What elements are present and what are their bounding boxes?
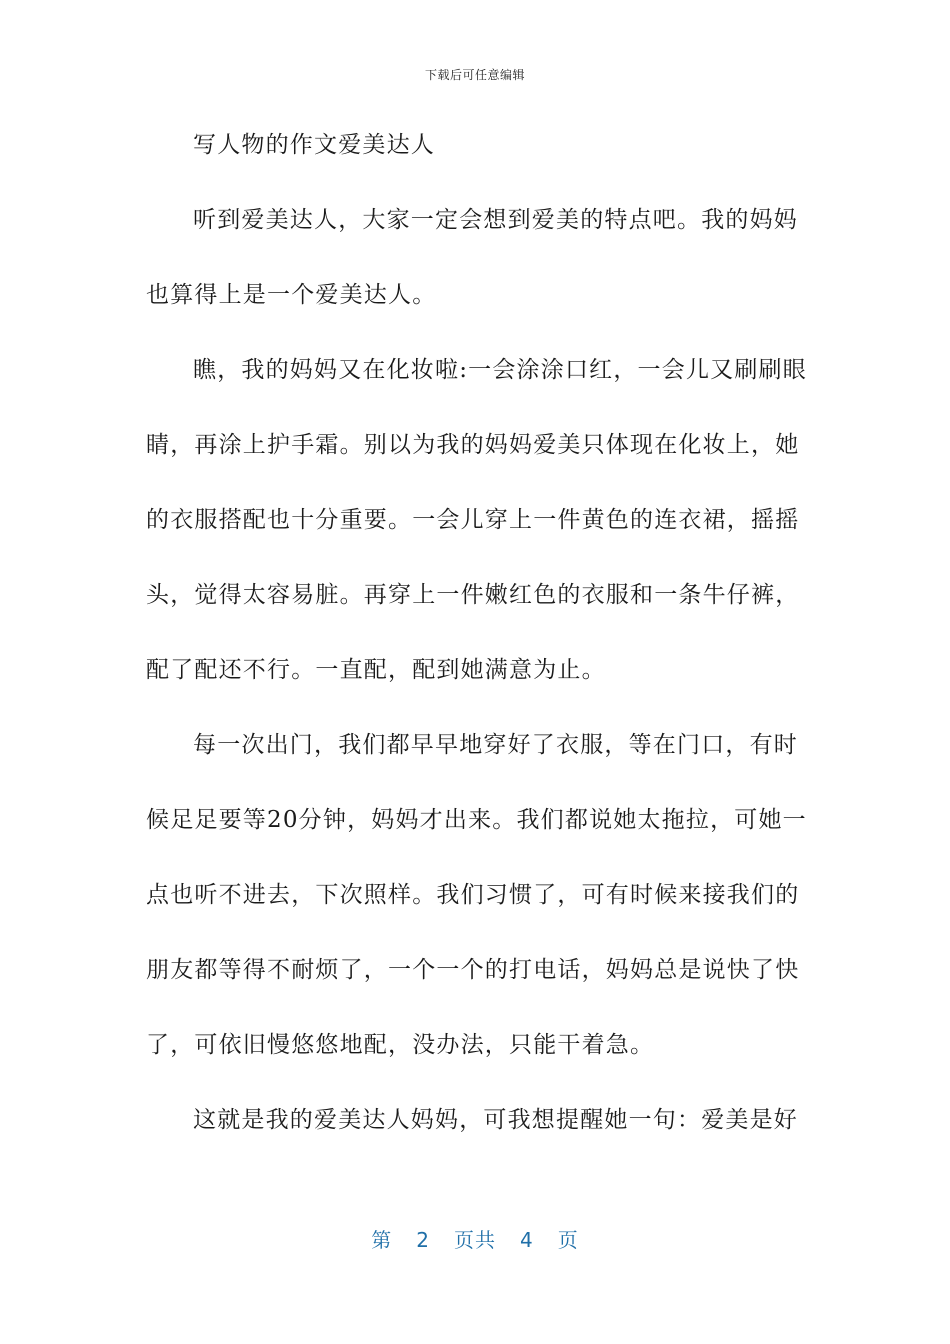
- document-body: [146, 120, 806, 1170]
- paragraph-line: 的衣服搭配也十分重要。一会儿穿上一件黄色的连衣裙，摇摇: [146, 507, 800, 533]
- page-suffix: 页: [557, 1228, 579, 1252]
- current-page-number: 2: [416, 1228, 430, 1252]
- page-number-footer: [0, 1224, 950, 1253]
- document-title: 写人物的作文爱美达人: [193, 132, 435, 158]
- paragraph-line: 也算得上是一个爱美达人。: [146, 282, 437, 308]
- paragraph-line: 每一次出门，我们都早早地穿好了衣服，等在门口，有时: [193, 732, 798, 758]
- page-mid: 页共: [454, 1228, 496, 1252]
- paragraph-line: 候足足要等20分钟，妈妈才出来。我们都说她太拖拉，可她一: [146, 807, 807, 833]
- total-pages-number: 4: [520, 1228, 534, 1252]
- paragraph-line: 瞧，我的妈妈又在化妆啦:一会涂涂口红，一会儿又刷刷眼: [193, 357, 807, 383]
- paragraph-line: 听到爱美达人，大家一定会想到爱美的特点吧。我的妈妈: [193, 207, 798, 233]
- paragraph-line: 头，觉得太容易脏。再穿上一件嫩红色的衣服和一条牛仔裤，: [146, 582, 800, 608]
- paragraph-line: 了，可依旧慢悠悠地配，没办法，只能干着急。: [146, 1032, 655, 1058]
- paragraph-line: 点也听不进去，下次照样。我们习惯了，可有时候来接我们的: [146, 882, 800, 908]
- paragraph-line: 朋友都等得不耐烦了，一个一个的打电话，妈妈总是说快了快: [146, 957, 800, 983]
- paragraph-line: 配了配还不行。一直配，配到她满意为止。: [146, 657, 606, 683]
- paragraph-line: 睛，再涂上护手霜。别以为我的妈妈爱美只体现在化妆上，她: [146, 432, 800, 458]
- download-edit-note: 下载后可任意编辑: [424, 68, 525, 82]
- paragraph-line: 这就是我的爱美达人妈妈，可我想提醒她一句：爱美是好: [193, 1107, 798, 1133]
- page-prefix: 第: [371, 1228, 393, 1252]
